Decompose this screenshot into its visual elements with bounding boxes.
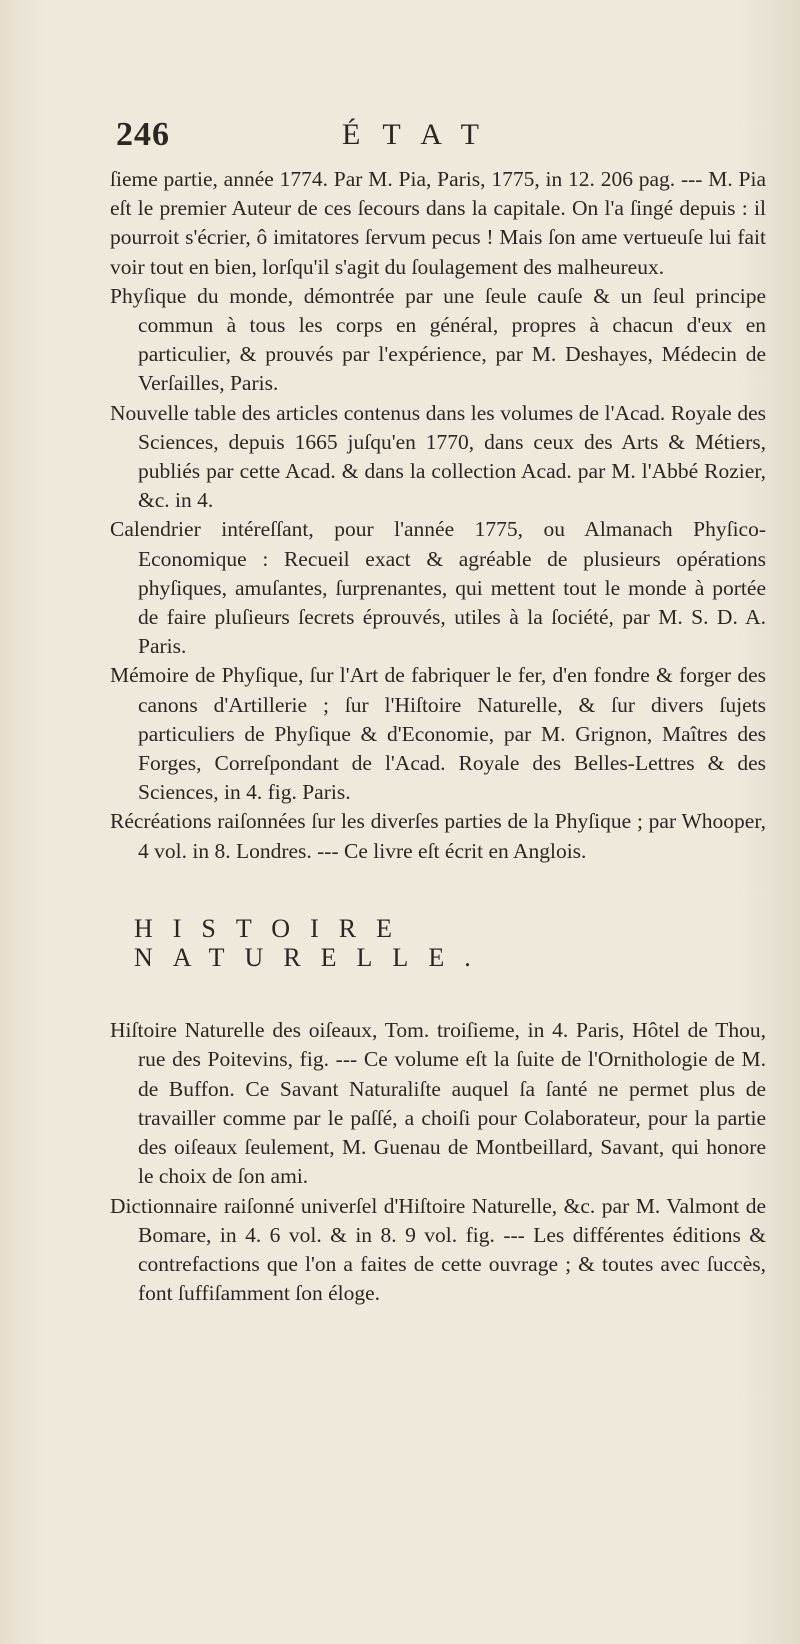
entry-paragraph: Nouvelle table des articles contenus dans les volumes de l'Acad. Royale des Sciences, depuis 1665 juſqu'en 1770, dans ceux des Arts & Métiers, publiés par cette Acad. & dans la collection Acad. par M. l'Abbé Rozier, &c. in 4. xyxy=(110,400,766,513)
entry-paragraph: ſieme partie, année 1774. Par M. Pia, Paris, 1775, in 12. 206 pag. --- M. Pia eſt le premier Auteur de ces ſecours dans la capitale. On l'a ſingé depuis : il pourroit s'écrier, ô imitatores ſervum pecus ! Mais ſon ame vertueuſe lui fait voir tout en bien, lorſqu'il s'agit du ſoulagement des malheureux. xyxy=(110,167,766,279)
running-head xyxy=(116,116,766,156)
entry-paragraph: Récréations raiſonnées ſur les diverſes parties de la Phyſique ; par Whooper, 4 vol. in 8. Londres. --- Ce livre eſt écrit en Anglois. xyxy=(110,809,766,863)
page-number: 246 xyxy=(116,116,170,153)
entry-paragraph: Mémoire de Phyſique, ſur l'Art de fabriquer le fer, d'en fondre & forger des canons d'Artillerie ; ſur l'Hiſtoire Naturelle, & ſur divers ſujets particuliers de Phyſique & d'Economie, par M. Grignon, Maîtres des Forges, Correſpondant de l'Acad. Royale des Belles-Lettres & des Sciences, in 4. fig. Paris. xyxy=(110,663,766,805)
entry-paragraph: Hiſtoire Naturelle des oiſeaux, Tom. troiſieme, in 4. Paris, Hôtel de Thou, rue des Poitevins, fig. --- Ce volume eſt la ſuite de l'Ornithologie de M. de Buffon. Ce Savant Naturaliſte auquel ſa ſanté ne permet plus de travailler comme par le paſſé, a choiſi pour Colaborateur, pour la partie des oiſeaux ſeulement, M. Guenau de Montbeillard, Savant, qui honore le choix de ſon ami. xyxy=(110,1018,766,1189)
section-heading: HISTOIRE NATURELLE. xyxy=(134,913,491,973)
body-text xyxy=(110,165,766,1308)
entry-paragraph: Phyſique du monde, démontrée par une ſeule cauſe & un ſeul principe commun à tous les corps en général, propres à chacun d'eux en particulier, & prouvés par l'expérience, par M. Deshayes, Médecin de Verſailles, Paris. xyxy=(110,283,766,396)
entry-paragraph: Dictionnaire raiſonné univerſel d'Hiſtoire Naturelle, &c. par M. Valmont de Bomare, in 4. 6 vol. & in 8. 9 vol. fig. --- Les différentes éditions & contrefactions que l'on a faites de cette ouvrage ; & toutes avec ſuccès, font ſuffiſamment ſon éloge. xyxy=(110,1193,766,1306)
running-title: ÉTAT xyxy=(342,118,501,151)
entry-paragraph: Calendrier intéreſſant, pour l'année 1775, ou Almanach Phyſico-Economique : Recueil exact & agréable de plusieurs opérations phyſiques, amuſantes, ſurprenantes, qui mettent tout le monde à portée de faire pluſieurs ſecrets éprouvés, utiles à la ſociété, par M. S. D. A. Paris. xyxy=(110,517,766,659)
